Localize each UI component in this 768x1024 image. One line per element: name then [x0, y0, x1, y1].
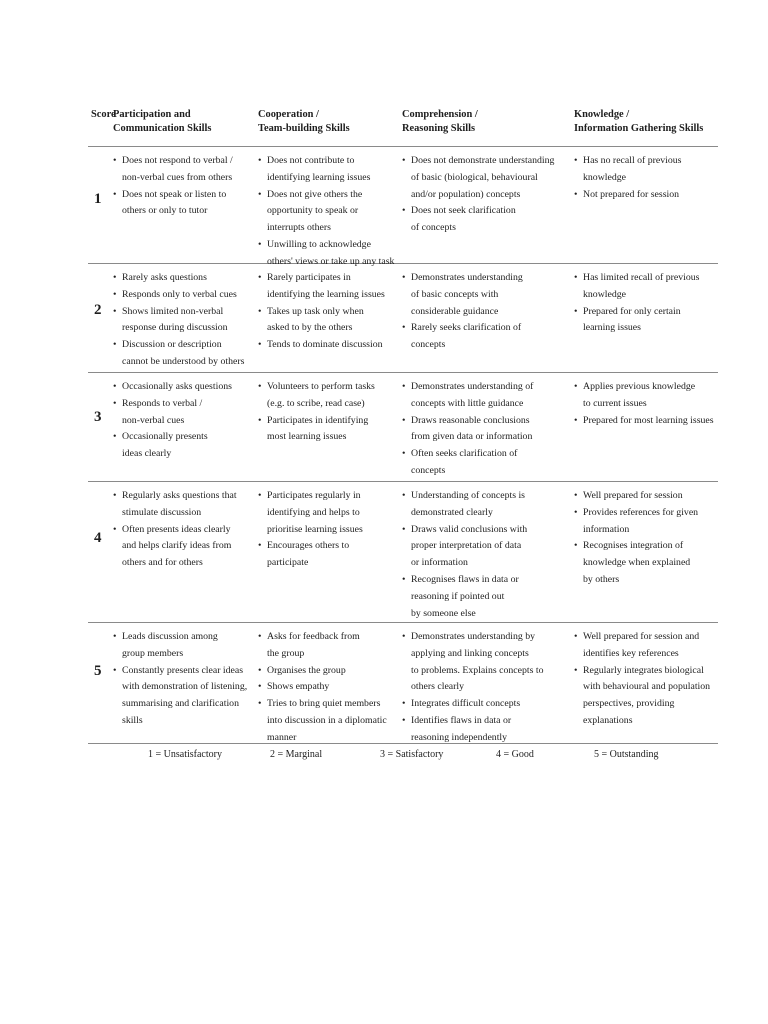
table-body	[88, 147, 718, 744]
criterion-line: others or only to tutor	[122, 205, 208, 217]
table-row	[88, 373, 718, 482]
bullet-icon: •	[113, 431, 117, 443]
criterion-line: most learning issues	[267, 431, 347, 443]
bullet-icon: •	[574, 540, 578, 552]
criterion-line: Demonstrates understanding	[411, 272, 523, 283]
legend-item: 2 = Marginal	[270, 749, 323, 760]
bullet-icon: •	[258, 414, 262, 426]
knowledge-cell	[574, 270, 718, 337]
cooperation-cell	[258, 379, 398, 446]
bullet-icon: •	[113, 288, 117, 300]
criterion-line: Leads discussion among	[122, 631, 218, 642]
criterion-item	[574, 413, 718, 430]
criterion-line: Regularly integrates biological	[583, 664, 704, 676]
criterion-line: reasoning if pointed out	[411, 590, 505, 602]
participation-cell	[113, 629, 263, 730]
criterion-item	[574, 153, 718, 187]
criterion-line: Unwilling to acknowledge	[267, 238, 371, 250]
cooperation-cell	[258, 629, 398, 747]
header-line: Team-building Skills	[258, 123, 350, 134]
criterion-item	[258, 663, 398, 680]
criterion-line: Not prepared for session	[583, 188, 680, 200]
knowledge-cell	[574, 153, 718, 203]
criterion-line: Does not respond to verbal /	[122, 155, 233, 166]
criterion-line: into discussion in a diplomatic	[267, 714, 387, 726]
criterion-item	[258, 538, 398, 572]
bullet-icon: •	[113, 397, 117, 409]
bullet-icon: •	[258, 381, 262, 392]
table-row	[88, 264, 718, 373]
bullet-icon: •	[258, 698, 262, 710]
criterion-item	[402, 713, 562, 747]
criterion-item	[574, 488, 718, 505]
criterion-line: Has limited recall of previous	[583, 272, 700, 283]
criterion-line: Rarely seeks clarification of	[411, 322, 522, 334]
bullet-icon: •	[258, 305, 262, 317]
comprehension-cell	[402, 270, 562, 354]
criterion-item	[402, 379, 562, 413]
criterion-line: Rarely participates in	[267, 272, 351, 283]
criterion-line: summarising and clarification	[122, 698, 239, 710]
criterion-item	[574, 379, 718, 413]
legend-item: 5 = Outstanding	[594, 749, 659, 760]
criterion-item	[113, 488, 263, 522]
criterion-line: asked to by the others	[267, 322, 353, 334]
bullet-icon: •	[574, 155, 578, 166]
criterion-item	[258, 187, 398, 237]
participation-cell	[113, 270, 263, 371]
criterion-line: proper interpretation of data	[411, 540, 522, 552]
criterion-line: Does not speak or listen to	[122, 188, 227, 200]
criterion-line: to current issues	[583, 397, 647, 409]
bullet-icon: •	[402, 272, 406, 283]
bullet-icon: •	[258, 681, 262, 693]
criterion-line: identifying learning issues	[267, 171, 371, 183]
criterion-item	[402, 153, 562, 203]
criterion-line: Participates in identifying	[267, 414, 369, 426]
bullet-icon: •	[113, 272, 117, 283]
bullet-icon: •	[258, 155, 262, 166]
legend-item: 1 = Unsatisfactory	[148, 749, 222, 760]
criterion-item	[574, 663, 718, 730]
comprehension-cell	[402, 488, 562, 622]
criterion-line: Recognises integration of	[583, 540, 684, 552]
criterion-line: Shows limited non-verbal	[122, 305, 224, 317]
criterion-line: stimulate discussion	[122, 506, 202, 518]
table-row	[88, 147, 718, 267]
criterion-line: perspectives, providing	[583, 698, 675, 710]
criterion-line: Understanding of concepts is	[411, 490, 525, 501]
criterion-item	[113, 287, 263, 304]
criterion-item	[258, 270, 398, 304]
criterion-line: skills	[122, 714, 143, 726]
criterion-line: Constantly presents clear ideas	[122, 664, 244, 676]
criterion-line: reasoning independently	[411, 731, 508, 743]
bullet-icon: •	[113, 305, 117, 317]
criterion-item	[258, 153, 398, 187]
score-value: 2	[94, 302, 102, 318]
header-line: Communication Skills	[113, 123, 212, 134]
criterion-line: Identifies flaws in data or	[411, 714, 512, 726]
knowledge-cell	[574, 379, 718, 429]
criterion-item	[574, 187, 718, 204]
bullet-icon: •	[574, 381, 578, 392]
criterion-item	[402, 488, 562, 522]
criterion-item	[402, 320, 562, 354]
rubric-table	[88, 104, 718, 770]
criterion-line: information	[583, 523, 630, 535]
criterion-line: others and for others	[122, 557, 203, 569]
criterion-line: prioritise learning issues	[267, 523, 363, 535]
criterion-item	[113, 337, 263, 371]
bullet-icon: •	[113, 188, 117, 200]
criterion-line: Does not give others the	[267, 188, 363, 200]
criterion-line: identifies key references	[583, 647, 679, 659]
criterion-line: knowledge when explained	[583, 557, 691, 569]
bullet-icon: •	[258, 272, 262, 283]
criterion-item	[574, 505, 718, 539]
criterion-line: interrupts others	[267, 222, 331, 234]
criterion-line: non-verbal cues from others	[122, 171, 233, 183]
criterion-line: participate	[267, 557, 309, 569]
header-line: Information Gathering Skills	[574, 123, 704, 134]
criterion-item	[402, 203, 562, 237]
criterion-item	[258, 679, 398, 696]
score-header: Score	[91, 109, 116, 120]
criterion-item	[113, 153, 263, 187]
table-header	[88, 104, 718, 147]
bullet-icon: •	[402, 155, 406, 166]
criterion-line: or information	[411, 557, 468, 569]
criterion-line: group members	[122, 647, 184, 659]
criterion-line: Does not contribute to	[267, 155, 355, 166]
criterion-item	[574, 304, 718, 338]
criterion-line: identifying and helps to	[267, 506, 360, 518]
header-comprehension	[402, 108, 562, 136]
bullet-icon: •	[574, 631, 578, 642]
criterion-line: with behavioural and population	[583, 681, 711, 693]
bullet-icon: •	[402, 523, 406, 535]
criterion-line: cannot be understood by others	[122, 355, 245, 367]
legend-item: 3 = Satisfactory	[380, 749, 444, 760]
bullet-icon: •	[113, 490, 117, 501]
comprehension-cell	[402, 153, 562, 237]
criterion-line: Prepared for only certain	[583, 305, 681, 317]
bullet-icon: •	[574, 188, 578, 200]
criterion-item	[402, 696, 562, 713]
bullet-icon: •	[113, 664, 117, 676]
criterion-line: and/or population) concepts	[411, 188, 521, 200]
criterion-line: by others	[583, 573, 620, 585]
criterion-item	[258, 379, 398, 413]
criterion-line: explanations	[583, 714, 633, 726]
bullet-icon: •	[402, 698, 406, 710]
criterion-line: Applies previous knowledge	[583, 381, 696, 392]
bullet-icon: •	[402, 205, 406, 217]
criterion-line: considerable guidance	[411, 305, 499, 317]
participation-cell	[113, 379, 263, 463]
criterion-line: Integrates difficult concepts	[411, 698, 521, 710]
criterion-line: learning issues	[583, 322, 641, 334]
criterion-line: of basic concepts with	[411, 288, 499, 300]
criterion-line: of basic (biological, behavioural	[411, 171, 538, 183]
criterion-line: Occasionally asks questions	[122, 381, 232, 392]
criterion-line: opportunity to speak or	[267, 205, 359, 217]
criterion-item	[113, 429, 263, 463]
criterion-line: Asks for feedback from	[267, 631, 360, 642]
bullet-icon: •	[258, 490, 262, 501]
criterion-line: Well prepared for session and	[583, 631, 700, 642]
criterion-line: Draws reasonable conclusions	[411, 414, 530, 426]
bullet-icon: •	[574, 272, 578, 283]
bullet-icon: •	[113, 631, 117, 642]
criterion-line: ideas clearly	[122, 448, 172, 460]
bullet-icon: •	[113, 339, 117, 351]
bullet-icon: •	[258, 540, 262, 552]
legend-item: 4 = Good	[496, 749, 534, 760]
cooperation-cell	[258, 153, 398, 271]
criterion-item	[258, 488, 398, 538]
criterion-line: Takes up task only when	[267, 305, 364, 317]
bullet-icon: •	[574, 305, 578, 317]
criterion-line: others' views or take up any task	[267, 255, 395, 267]
criterion-line: of concepts	[411, 222, 456, 234]
criterion-item	[113, 396, 263, 430]
criterion-line: Does not demonstrate understanding	[411, 155, 555, 166]
criterion-item	[402, 522, 562, 572]
criterion-line: Encourages others to	[267, 540, 350, 552]
criterion-line: Tries to bring quiet members	[267, 698, 381, 710]
criterion-item	[258, 413, 398, 447]
criterion-line: Provides references for given	[583, 506, 699, 518]
bullet-icon: •	[402, 631, 406, 642]
bullet-icon: •	[402, 322, 406, 334]
bullet-icon: •	[258, 631, 262, 642]
bullet-icon: •	[258, 664, 262, 676]
bullet-icon: •	[113, 381, 117, 392]
criterion-line: Participates regularly in	[267, 490, 361, 501]
criterion-line: Regularly asks questions that	[122, 490, 237, 501]
score-value: 3	[94, 409, 102, 425]
criterion-item	[402, 413, 562, 447]
table-row	[88, 482, 718, 623]
criterion-item	[113, 379, 263, 396]
bullet-icon: •	[258, 339, 262, 351]
criterion-line: applying and linking concepts	[411, 647, 529, 659]
bullet-icon: •	[113, 155, 117, 166]
criterion-line: and helps clarify ideas from	[122, 540, 232, 552]
criterion-line: Well prepared for session	[583, 490, 683, 501]
bullet-icon: •	[402, 414, 406, 426]
criterion-line: with demonstration of listening,	[122, 681, 248, 693]
knowledge-cell	[574, 629, 718, 730]
header-line: Reasoning Skills	[402, 123, 476, 134]
criterion-line: Often seeks clarification of	[411, 448, 518, 460]
score-value: 5	[94, 663, 102, 679]
bullet-icon: •	[113, 523, 117, 535]
knowledge-cell	[574, 488, 718, 589]
bullet-icon: •	[402, 490, 406, 501]
criterion-item	[574, 538, 718, 588]
criterion-line: the group	[267, 647, 305, 659]
criterion-line: Responds only to verbal cues	[122, 288, 237, 300]
comprehension-cell	[402, 379, 562, 480]
criterion-item	[113, 629, 263, 663]
criterion-line: Organises the group	[267, 664, 346, 676]
criterion-item	[113, 270, 263, 287]
criterion-line: Responds to verbal /	[122, 397, 203, 409]
criterion-item	[258, 337, 398, 354]
participation-cell	[113, 488, 263, 572]
criterion-line: Draws valid conclusions with	[411, 523, 528, 535]
criterion-line: Recognises flaws in data or	[411, 573, 519, 585]
criterion-line: to problems. Explains concepts to	[411, 664, 544, 676]
criterion-item	[258, 696, 398, 746]
criterion-line: manner	[267, 731, 297, 743]
bullet-icon: •	[574, 664, 578, 676]
criterion-line: Often presents ideas clearly	[122, 523, 231, 535]
criterion-line: Tends to dominate discussion	[267, 339, 383, 351]
criterion-item	[113, 663, 263, 730]
criterion-item	[113, 187, 263, 221]
criterion-line: from given data or information	[411, 431, 533, 443]
bullet-icon: •	[402, 714, 406, 726]
header-cooperation	[258, 108, 398, 136]
criterion-line: Prepared for most learning issues	[583, 414, 714, 426]
criterion-item	[258, 629, 398, 663]
cooperation-cell	[258, 270, 398, 354]
bullet-icon: •	[574, 506, 578, 518]
score-value: 1	[94, 191, 102, 207]
criterion-line: demonstrated clearly	[411, 506, 493, 518]
criterion-line: Does not seek clarification	[411, 205, 516, 217]
header-line: Knowledge /	[574, 109, 630, 120]
criterion-line: Shows empathy	[267, 681, 330, 693]
criterion-item	[402, 446, 562, 480]
criterion-item	[402, 629, 562, 696]
criterion-line: identifying the learning issues	[267, 288, 385, 300]
criterion-item	[574, 629, 718, 663]
criterion-line: response during discussion	[122, 322, 228, 334]
header-line: Comprehension /	[402, 109, 478, 120]
criterion-item	[574, 270, 718, 304]
header-participation	[113, 108, 263, 136]
score-legend	[88, 744, 718, 770]
criterion-line: Demonstrates understanding by	[411, 631, 536, 642]
bullet-icon: •	[402, 448, 406, 460]
criterion-line: Volunteers to perform tasks	[267, 381, 375, 392]
bullet-icon: •	[574, 490, 578, 501]
bullet-icon: •	[402, 381, 406, 392]
criterion-item	[402, 572, 562, 622]
criterion-line: Demonstrates understanding of	[411, 381, 534, 392]
header-line: Participation and	[113, 109, 191, 120]
cooperation-cell	[258, 488, 398, 572]
criterion-line: (e.g. to scribe, read case)	[267, 397, 365, 409]
criterion-line: concepts	[411, 339, 446, 351]
bullet-icon: •	[258, 238, 262, 250]
table-row	[88, 623, 718, 744]
header-line: Cooperation /	[258, 109, 319, 120]
criterion-line: knowledge	[583, 171, 626, 183]
criterion-line: Rarely asks questions	[122, 272, 207, 283]
criterion-line: Has no recall of previous	[583, 155, 682, 166]
criterion-item	[402, 270, 562, 320]
criterion-line: concepts with little guidance	[411, 397, 524, 409]
criterion-line: by someone else	[411, 607, 476, 619]
criterion-item	[113, 304, 263, 338]
criterion-item	[258, 304, 398, 338]
score-value: 4	[94, 530, 102, 546]
criterion-item	[113, 522, 263, 572]
bullet-icon: •	[258, 188, 262, 200]
bullet-icon: •	[402, 573, 406, 585]
criterion-line: concepts	[411, 464, 446, 476]
criterion-line: non-verbal cues	[122, 414, 185, 426]
participation-cell	[113, 153, 263, 220]
header-knowledge	[574, 108, 718, 136]
criterion-line: others clearly	[411, 681, 465, 693]
bullet-icon: •	[574, 414, 578, 426]
criterion-line: knowledge	[583, 288, 626, 300]
criterion-line: Discussion or description	[122, 339, 222, 351]
criterion-line: Occasionally presents	[122, 431, 208, 443]
comprehension-cell	[402, 629, 562, 747]
